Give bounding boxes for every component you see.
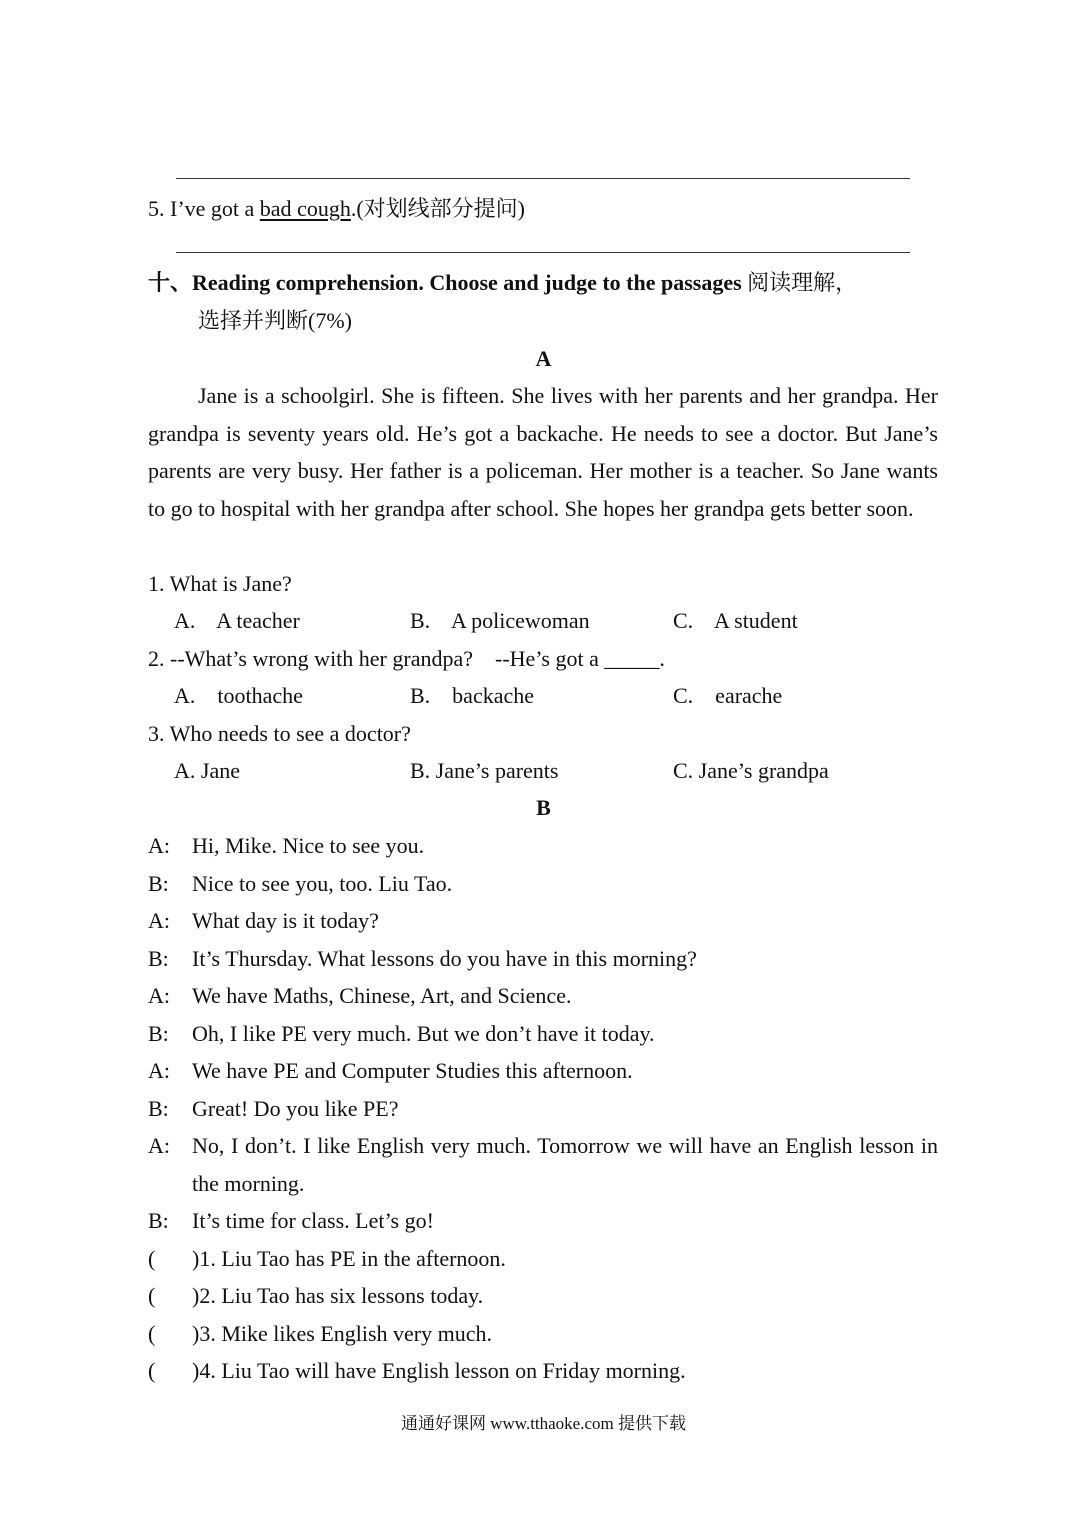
section-title-cn: 阅读理解， (747, 270, 858, 295)
dialogue-speaker: B: (148, 1096, 169, 1121)
option-a2-a: A. toothache (174, 683, 303, 708)
question-5 (148, 196, 525, 222)
section-title-continuation: 选择并判断(7%) (198, 308, 352, 333)
option-a3-c: C. Jane’s grandpa (673, 758, 829, 783)
dialogue-line: Hi, Mike. Nice to see you. (192, 833, 425, 858)
answer-line (176, 178, 910, 179)
dialogue-speaker: B: (148, 946, 169, 971)
dialogue-speaker: A: (148, 908, 170, 933)
section-numeral: 十、 (148, 270, 193, 295)
dialogue-speaker: A: (148, 833, 170, 858)
passage-a: Jane is a schoolgirl. She is fifteen. She lives with her parents and her grandpa. Her grandpa is seventy years old. He’s got a backache. He needs to see a doctor. But Jane’s parents are very busy. Her father is a policeman. Her mother is a teacher. So Jane wants to go to hospital with her grandpa after school. She hopes her grandpa gets better soon. (148, 383, 938, 521)
question-a2: 2. --What’s wrong with her grandpa? --He’s got a _____. (148, 646, 665, 671)
answer-paren: ( (148, 1283, 156, 1308)
dialogue-speaker: B: (148, 1208, 169, 1233)
section-title-en: Reading comprehension. Choose and judge to the passages (192, 270, 748, 295)
question-5-prefix: 5. I’ve got a (148, 196, 260, 221)
option-a2-c: C. earache (673, 683, 783, 708)
option-a1-b: B. A policewoman (410, 608, 590, 633)
option-a1-a: A. A teacher (174, 608, 300, 633)
footer-credit: 通通好课网 www.tthaoke.com 提供下载 (400, 1414, 687, 1433)
answer-line (176, 252, 910, 253)
dialogue-line: We have PE and Computer Studies this afternoon. (192, 1058, 633, 1083)
option-a2-b: B. backache (410, 683, 534, 708)
dialogue-speaker: A: (148, 1133, 170, 1158)
dialogue-line: Nice to see you, too. Liu Tao. (192, 871, 453, 896)
answer-paren: ( (148, 1358, 156, 1383)
dialogue-speaker: B: (148, 871, 169, 896)
option-a3-b: B. Jane’s parents (410, 758, 559, 783)
dialogue-line: Oh, I like PE very much. But we don’t have it today. (192, 1021, 655, 1046)
dialogue-line: It’s Thursday. What lessons do you have in this morning? (192, 946, 697, 971)
question-a1: 1. What is Jane? (148, 571, 292, 596)
option-a1-c: C. A student (673, 608, 798, 633)
judgement-statement: )3. Mike likes English very much. (192, 1321, 493, 1346)
judgement-statement: )2. Liu Tao has six lessons today. (192, 1283, 484, 1308)
judgement-statement: )4. Liu Tao will have English lesson on Friday morning. (192, 1358, 686, 1383)
dialogue-line: We have Maths, Chinese, Art, and Science. (192, 983, 572, 1008)
question-5-underlined: bad cough (259, 196, 351, 221)
dialogue-speaker: A: (148, 1058, 170, 1083)
section-heading (148, 270, 857, 296)
judgement-statement: )1. Liu Tao has PE in the afternoon. (192, 1246, 506, 1271)
dialogue-speaker: B: (148, 1021, 169, 1046)
dialogue-speaker: A: (148, 983, 170, 1008)
dialogue-line: Great! Do you like PE? (192, 1096, 399, 1121)
question-a3: 3. Who needs to see a doctor? (148, 721, 411, 746)
answer-paren: ( (148, 1246, 156, 1271)
dialogue-line: No, I don’t. I like English very much. Tomorrow we will have an English lesson in the morning. (192, 1133, 938, 1196)
answer-paren: ( (148, 1321, 156, 1346)
part-a-label: A (535, 346, 552, 371)
option-a3-a: A. Jane (174, 758, 240, 783)
part-b-label: B (536, 795, 551, 820)
question-5-suffix: .(对划线部分提问) (350, 196, 525, 221)
dialogue-line: It’s time for class. Let’s go! (192, 1208, 434, 1233)
dialogue-line: What day is it today? (192, 908, 379, 933)
